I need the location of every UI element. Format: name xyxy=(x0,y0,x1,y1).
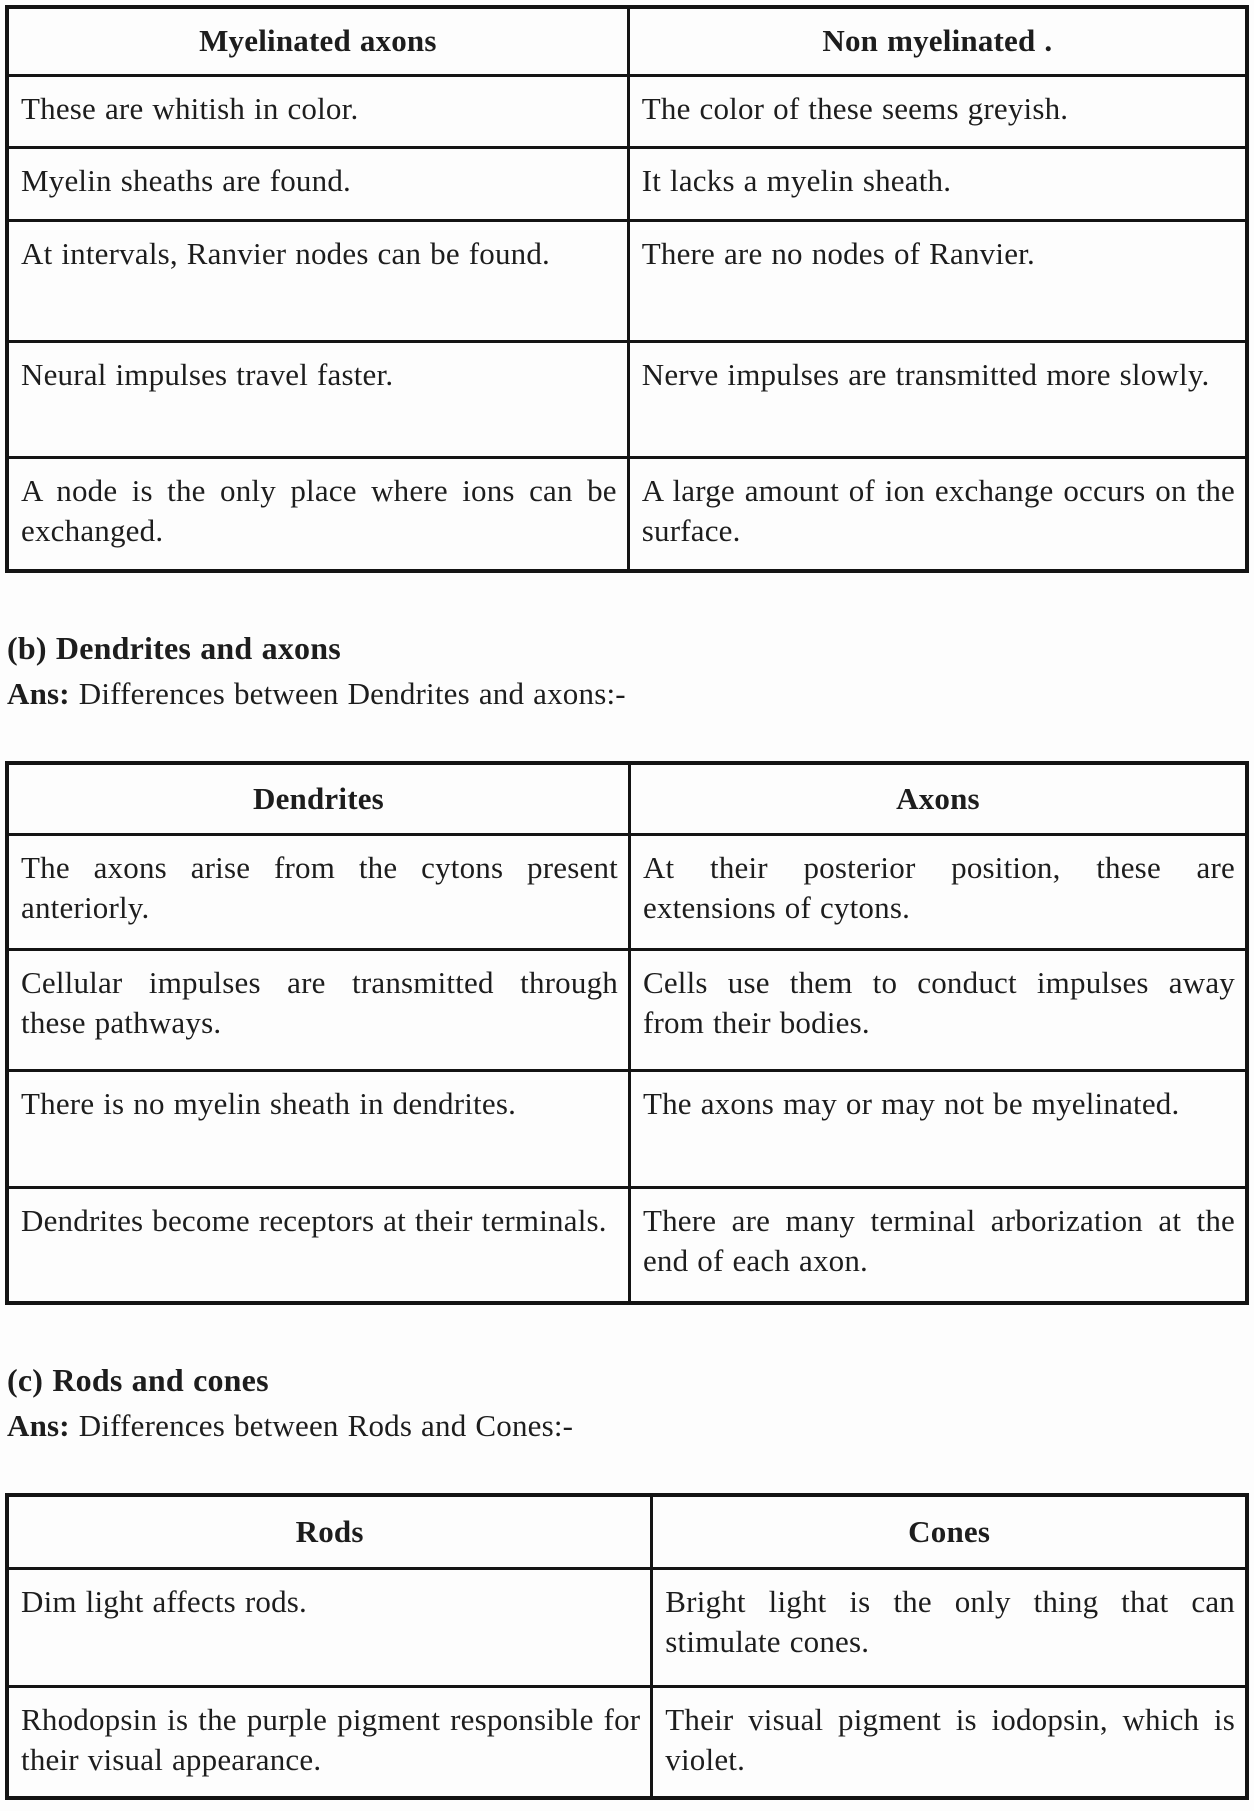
ans-label: Ans: xyxy=(7,1408,70,1443)
column-header: Rods xyxy=(7,1495,652,1568)
section-b-answer-intro xyxy=(7,673,1249,715)
document-page xyxy=(5,0,1249,1800)
column-header: Cones xyxy=(652,1495,1247,1568)
table-cell: There are many terminal arborization at the end of each axon. xyxy=(629,1187,1247,1303)
table-cell: There are no nodes of Ranvier. xyxy=(628,220,1247,341)
table-cell: It lacks a myelin sheath. xyxy=(628,147,1247,220)
section-b-heading: (b) Dendrites and axons xyxy=(7,630,341,666)
table-cell: Dim light affects rods. xyxy=(7,1568,652,1686)
table-header-row xyxy=(7,763,1247,834)
table-cell: Neural impulses travel faster. xyxy=(7,341,628,457)
table-cell: Myelin sheaths are found. xyxy=(7,147,628,220)
table-cell: The axons arise from the cytons present anteriorly. xyxy=(7,834,629,949)
dendrites-vs-axons-table xyxy=(5,761,1249,1305)
table-row xyxy=(7,1568,1247,1686)
table-cell: Nerve impulses are transmitted more slowly. xyxy=(628,341,1247,457)
table-cell: Cells use them to conduct impulses away from their bodies. xyxy=(629,949,1247,1070)
column-header: Non myelinated . xyxy=(628,7,1247,75)
column-header: Myelinated axons xyxy=(7,7,628,75)
table-cell: These are whitish in color. xyxy=(7,75,628,147)
column-header: Axons xyxy=(629,763,1247,834)
table-row xyxy=(7,341,1247,457)
table-header-row xyxy=(7,1495,1247,1568)
table-row xyxy=(7,147,1247,220)
table-row xyxy=(7,457,1247,571)
table-cell: The axons may or may not be myelinated. xyxy=(629,1070,1247,1187)
rods-vs-cones-table xyxy=(5,1493,1249,1800)
table-cell: A large amount of ion exchange occurs on the surface. xyxy=(628,457,1247,571)
table-cell: At intervals, Ranvier nodes can be found. xyxy=(7,220,628,341)
table-cell: At their posterior position, these are extensions of cytons. xyxy=(629,834,1247,949)
ans-label: Ans: xyxy=(7,676,70,711)
ans-text: Differences between Rods and Cones:- xyxy=(78,1408,574,1443)
table-cell: A node is the only place where ions can be exchanged. xyxy=(7,457,628,571)
section-c-answer-intro xyxy=(7,1405,1249,1447)
table-row xyxy=(7,1070,1247,1187)
table-row xyxy=(7,1686,1247,1798)
table-cell: Bright light is the only thing that can stimulate cones. xyxy=(652,1568,1247,1686)
table-row xyxy=(7,1187,1247,1303)
section-c-heading: (c) Rods and cones xyxy=(7,1362,269,1398)
table-cell: Dendrites become receptors at their terminals. xyxy=(7,1187,629,1303)
column-header: Dendrites xyxy=(7,763,629,834)
table-row xyxy=(7,834,1247,949)
ans-text: Differences between Dendrites and axons:- xyxy=(78,676,626,711)
table-cell: Their visual pigment is iodopsin, which is violet. xyxy=(652,1686,1247,1798)
table-cell: Cellular impulses are transmitted through these pathways. xyxy=(7,949,629,1070)
table-header-row xyxy=(7,7,1247,75)
table-cell: Rhodopsin is the purple pigment responsible for their visual appearance. xyxy=(7,1686,652,1798)
table-row xyxy=(7,220,1247,341)
table-row xyxy=(7,949,1247,1070)
table-row xyxy=(7,75,1247,147)
table-cell: There is no myelin sheath in dendrites. xyxy=(7,1070,629,1187)
table-cell: The color of these seems greyish. xyxy=(628,75,1247,147)
myelinated-vs-nonmyelinated-table xyxy=(5,5,1249,573)
